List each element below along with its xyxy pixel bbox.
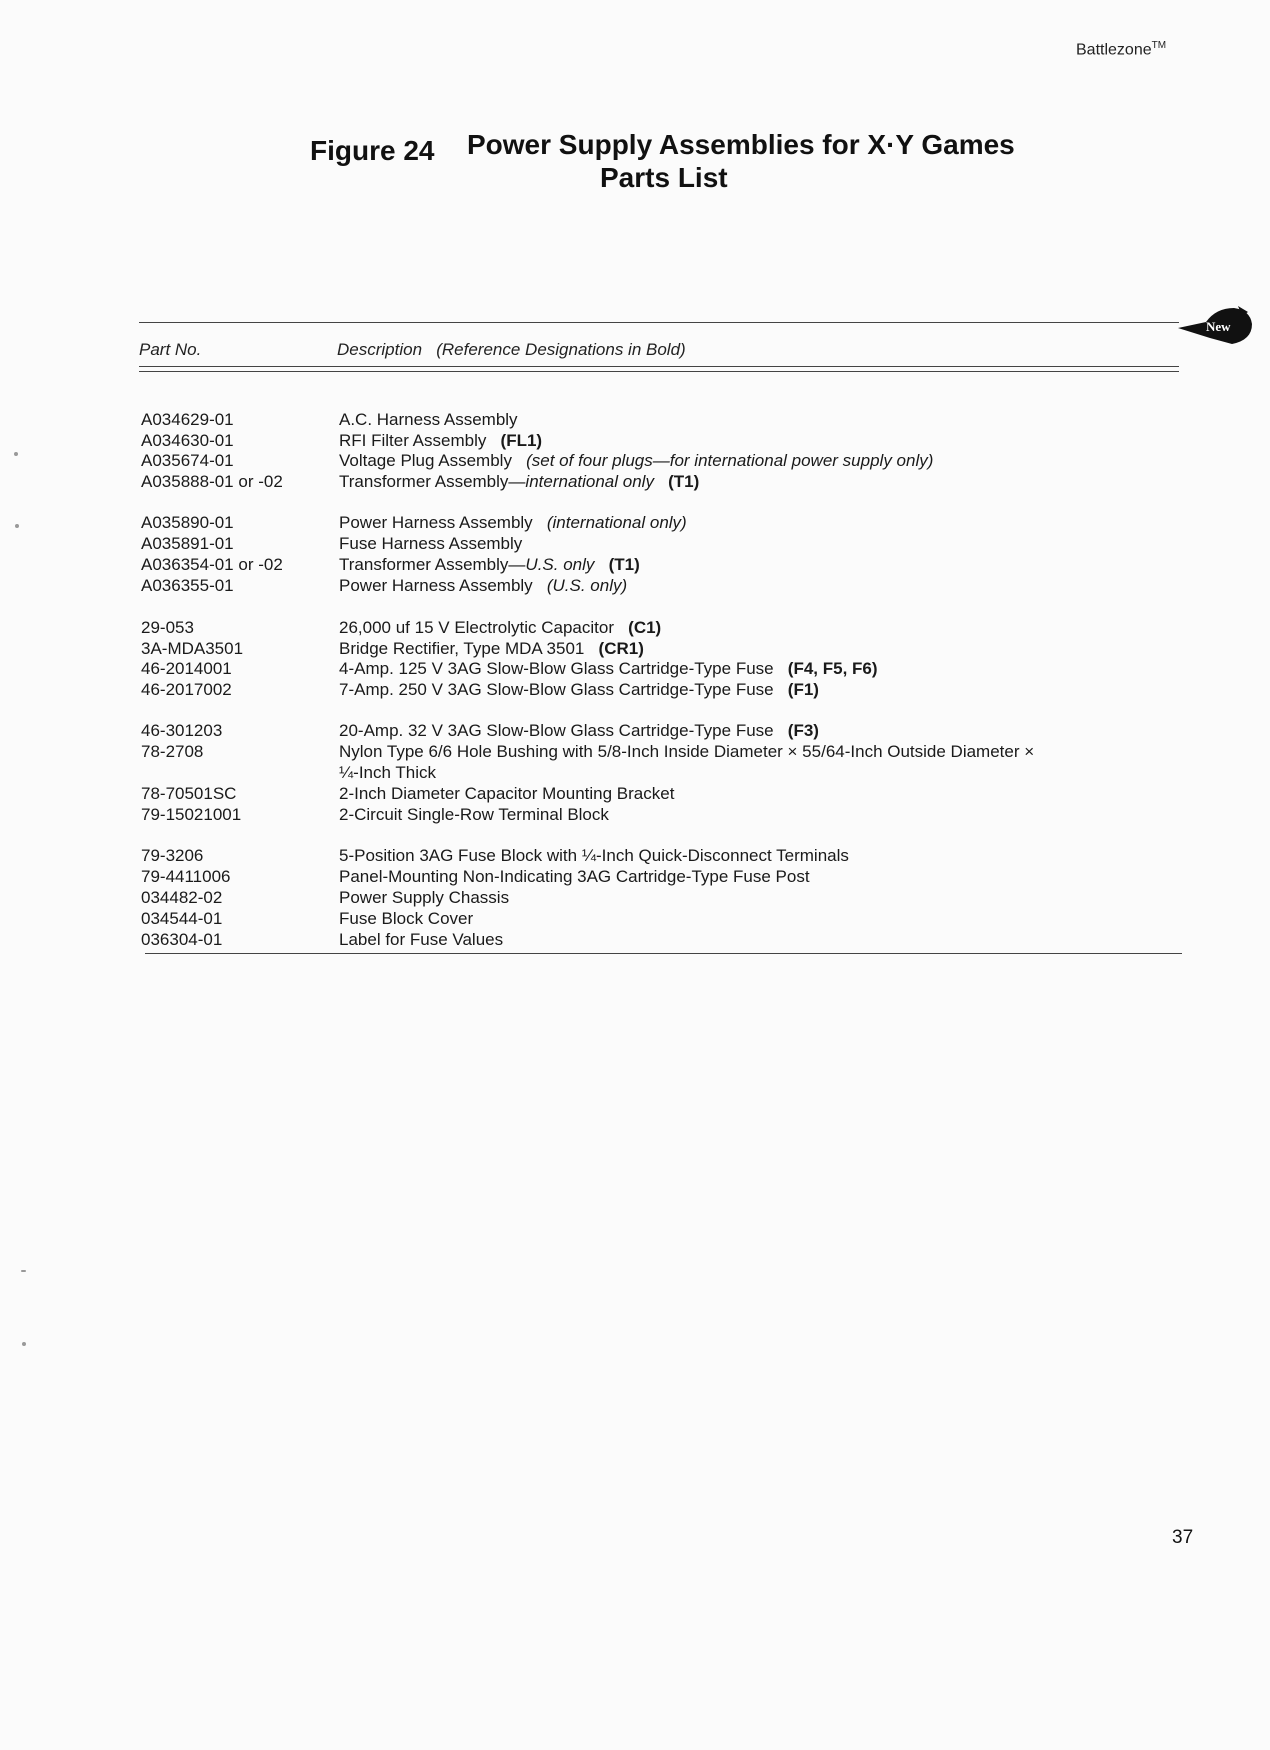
table-row [0, 846, 1270, 867]
part-number: 29-053 [141, 618, 194, 637]
part-number: A035888-01 or -02 [141, 472, 283, 491]
description-text: 4-Amp. 125 V 3AG Slow-Blow Glass Cartridge-Type Fuse [339, 659, 774, 678]
table-row [0, 742, 1270, 763]
description-text: Voltage Plug Assembly [339, 451, 512, 470]
column-header-part-no: Part No. [139, 340, 202, 359]
column-header-description [337, 340, 686, 360]
description-text: Label for Fuse Values [339, 930, 504, 949]
part-description [339, 513, 687, 533]
scan-speck [21, 1270, 26, 1272]
part-description [339, 909, 473, 929]
part-number: 79-15021001 [141, 805, 242, 824]
part-description [339, 805, 609, 825]
description-note: (Reference Designations in Bold) [436, 340, 686, 359]
reference-designation: (C1) [628, 618, 662, 637]
new-badge-icon [1176, 300, 1254, 352]
table-row [0, 784, 1270, 805]
badge-label: New [1206, 319, 1231, 334]
part-description [339, 576, 627, 596]
description-text: Fuse Block Cover [339, 909, 474, 928]
description-label: Description [337, 340, 423, 359]
part-number: 46-301203 [141, 721, 223, 740]
part-description [339, 721, 819, 741]
description-text: RFI Filter Assembly [339, 431, 487, 450]
figure-subheading: Parts List [600, 162, 728, 193]
table-row [0, 451, 1270, 472]
part-description [339, 410, 518, 430]
table-row [0, 763, 1270, 784]
table-row [0, 555, 1270, 576]
table-row [0, 805, 1270, 826]
header-rule-upper [139, 366, 1179, 367]
top-rule [139, 322, 1179, 323]
part-number: 46-2014001 [141, 659, 232, 678]
table-row [0, 930, 1270, 951]
reference-designation: (CR1) [598, 639, 644, 658]
table-row [0, 534, 1270, 555]
description-note: (international only) [546, 513, 687, 532]
part-number: A034629-01 [141, 410, 234, 429]
part-description [339, 867, 810, 887]
table-row [0, 431, 1270, 452]
scan-speck [14, 452, 18, 456]
reference-designation: (F4, F5, F6) [787, 659, 878, 678]
part-description [339, 431, 542, 451]
part-description [339, 930, 503, 950]
trademark-mark: TM [1151, 40, 1167, 51]
table-row [0, 576, 1270, 597]
part-number: 034544-01 [141, 909, 223, 928]
part-number: 036304-01 [141, 930, 223, 949]
description-text: 26,000 uf 15 V Electrolytic Capacitor [339, 618, 614, 637]
table-row [0, 867, 1270, 888]
description-text: Power Harness Assembly [339, 513, 533, 532]
description-note: (U.S. only) [546, 576, 628, 595]
part-number: 78-2708 [141, 742, 204, 761]
part-description [339, 784, 674, 804]
part-description [339, 680, 819, 700]
page-number: 37 [1172, 1527, 1194, 1548]
part-description [339, 534, 522, 554]
part-number: A036354-01 or -02 [141, 555, 283, 574]
description-note: international only [525, 472, 654, 491]
table-row [0, 888, 1270, 909]
part-description [339, 888, 509, 908]
part-description [339, 763, 436, 783]
part-description [339, 618, 661, 638]
table-row [0, 680, 1270, 701]
bottom-rule [145, 953, 1182, 954]
part-number: 3A-MDA3501 [141, 639, 244, 658]
description-text: Fuse Harness Assembly [339, 534, 523, 553]
part-description [339, 659, 878, 679]
part-description [339, 639, 644, 659]
reference-designation: (T1) [668, 472, 700, 491]
part-number: A035891-01 [141, 534, 234, 553]
table-row [0, 639, 1270, 660]
description-text: 20-Amp. 32 V 3AG Slow-Blow Glass Cartridge-Type Fuse [339, 721, 774, 740]
description-text: 7-Amp. 250 V 3AG Slow-Blow Glass Cartridge-Type Fuse [339, 680, 774, 699]
reference-designation: (F1) [787, 680, 819, 699]
table-row [0, 659, 1270, 680]
description-text: 5-Position 3AG Fuse Block with ¼-Inch Quick-Disconnect Terminals [339, 846, 849, 865]
description-note: (set of four plugs—for international power supply only) [526, 451, 934, 470]
figure-number: Figure 24 [310, 135, 435, 166]
figure-heading: Power Supply Assemblies for X·Y Games [467, 129, 1015, 160]
part-number: A036355-01 [141, 576, 234, 595]
description-text: ¼-Inch Thick [339, 763, 437, 782]
part-description [339, 846, 849, 866]
table-row [0, 618, 1270, 639]
part-number: A035674-01 [141, 451, 234, 470]
part-number: 79-3206 [141, 846, 204, 865]
description-text: Transformer Assembly— [339, 555, 526, 574]
table-row [0, 513, 1270, 534]
part-number: 79-4411006 [141, 867, 231, 886]
part-number: A034630-01 [141, 431, 234, 450]
description-note: U.S. only [525, 555, 595, 574]
table-row [0, 909, 1270, 930]
part-number: 78-70501SC [141, 784, 237, 803]
scan-speck [22, 1342, 26, 1346]
description-text: 2-Inch Diameter Capacitor Mounting Bracket [339, 784, 675, 803]
description-text: Power Supply Chassis [339, 888, 510, 907]
reference-designation: (FL1) [500, 431, 543, 450]
product-name: Battlezone [1076, 41, 1152, 59]
header-product [1076, 40, 1166, 59]
part-description [339, 472, 699, 492]
description-text: Nylon Type 6/6 Hole Bushing with 5/8-Inch Inside Diameter × 55/64-Inch Outside Diameter × [339, 742, 1035, 761]
description-text: Bridge Rectifier, Type MDA 3501 [339, 639, 585, 658]
part-number: 46-2017002 [141, 680, 232, 699]
reference-designation: (F3) [787, 721, 819, 740]
table-row [0, 721, 1270, 742]
scan-speck [15, 524, 19, 528]
description-text: 2-Circuit Single-Row Terminal Block [339, 805, 609, 824]
description-text: Panel-Mounting Non-Indicating 3AG Cartridge-Type Fuse Post [339, 867, 810, 886]
part-description [339, 451, 933, 471]
part-number: 034482-02 [141, 888, 223, 907]
table-row [0, 472, 1270, 493]
description-text: Power Harness Assembly [339, 576, 533, 595]
description-text: A.C. Harness Assembly [339, 410, 518, 429]
reference-designation: (T1) [608, 555, 640, 574]
part-description [339, 555, 640, 575]
part-number: A035890-01 [141, 513, 234, 532]
table-row [0, 410, 1270, 431]
part-description [339, 742, 1034, 762]
description-text: Transformer Assembly— [339, 472, 526, 491]
header-rule-lower [139, 371, 1179, 372]
